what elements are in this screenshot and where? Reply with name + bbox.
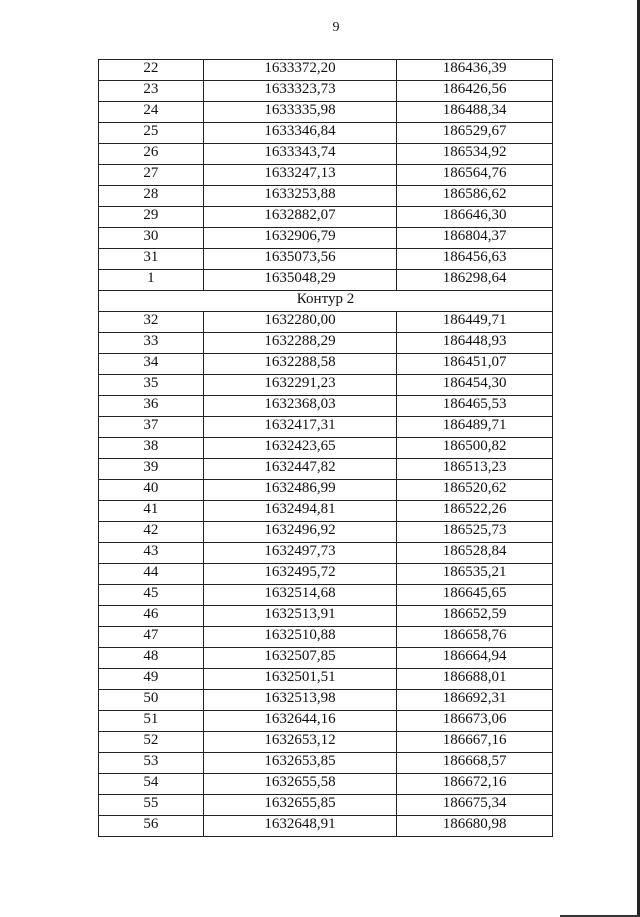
table-row xyxy=(99,459,553,480)
point-number: 47 xyxy=(99,627,204,648)
coordinate-y: 186489,71 xyxy=(397,417,553,438)
table-row xyxy=(99,375,553,396)
coordinate-x: 1632653,12 xyxy=(203,732,397,753)
page-number: 9 xyxy=(332,20,340,35)
table-row xyxy=(99,228,553,249)
coordinate-x: 1632644,16 xyxy=(203,711,397,732)
coordinate-x: 1635073,56 xyxy=(203,249,397,270)
table-row xyxy=(99,732,553,753)
coordinate-y: 186449,71 xyxy=(397,312,553,333)
coordinate-y: 186534,92 xyxy=(397,144,553,165)
coordinate-x: 1632655,85 xyxy=(203,795,397,816)
coordinate-x: 1633343,74 xyxy=(203,144,397,165)
point-number: 34 xyxy=(99,354,204,375)
coordinate-y: 186465,53 xyxy=(397,396,553,417)
table-row xyxy=(99,333,553,354)
table-row xyxy=(99,795,553,816)
coordinate-y: 186520,62 xyxy=(397,480,553,501)
coordinate-y: 186658,76 xyxy=(397,627,553,648)
table-row xyxy=(99,480,553,501)
coordinate-x: 1632655,58 xyxy=(203,774,397,795)
coordinate-y: 186451,07 xyxy=(397,354,553,375)
point-number: 42 xyxy=(99,522,204,543)
coordinate-y: 186448,93 xyxy=(397,333,553,354)
coordinate-y: 186528,84 xyxy=(397,543,553,564)
section-header xyxy=(99,291,553,312)
table-row xyxy=(99,207,553,228)
coordinate-x: 1633323,73 xyxy=(203,81,397,102)
coordinate-x: 1632513,98 xyxy=(203,690,397,711)
point-number: 38 xyxy=(99,438,204,459)
table-row xyxy=(99,648,553,669)
coordinate-x: 1632291,23 xyxy=(203,375,397,396)
coordinate-y: 186488,34 xyxy=(397,102,553,123)
coordinate-x: 1632501,51 xyxy=(203,669,397,690)
coordinate-y: 186454,30 xyxy=(397,375,553,396)
coordinate-y: 186672,16 xyxy=(397,774,553,795)
coordinate-y: 186535,21 xyxy=(397,564,553,585)
table-row xyxy=(99,312,553,333)
point-number: 23 xyxy=(99,81,204,102)
point-number: 56 xyxy=(99,816,204,837)
coordinate-x: 1632510,88 xyxy=(203,627,397,648)
point-number: 35 xyxy=(99,375,204,396)
table-row xyxy=(99,417,553,438)
table-row xyxy=(99,564,553,585)
point-number: 53 xyxy=(99,753,204,774)
coordinate-y: 186667,16 xyxy=(397,732,553,753)
table-row xyxy=(99,753,553,774)
point-number: 48 xyxy=(99,648,204,669)
table-row xyxy=(99,60,553,81)
section-row xyxy=(99,291,553,312)
coordinate-x: 1632280,00 xyxy=(203,312,397,333)
point-number: 55 xyxy=(99,795,204,816)
coordinate-x: 1632514,68 xyxy=(203,585,397,606)
table-row xyxy=(99,774,553,795)
point-number: 44 xyxy=(99,564,204,585)
coordinate-y: 186586,62 xyxy=(397,186,553,207)
coordinate-y: 186436,39 xyxy=(397,60,553,81)
coordinate-x: 1633253,88 xyxy=(203,186,397,207)
coordinate-x: 1633335,98 xyxy=(203,102,397,123)
point-number: 51 xyxy=(99,711,204,732)
coordinate-x: 1635048,29 xyxy=(203,270,397,291)
table-row xyxy=(99,543,553,564)
coordinate-y: 186680,98 xyxy=(397,816,553,837)
coordinate-y: 186298,64 xyxy=(397,270,553,291)
table-row xyxy=(99,249,553,270)
table-row xyxy=(99,501,553,522)
coordinate-y: 186804,37 xyxy=(397,228,553,249)
table-row xyxy=(99,669,553,690)
point-number: 26 xyxy=(99,144,204,165)
table-row xyxy=(99,606,553,627)
coordinate-x: 1633372,20 xyxy=(203,60,397,81)
coordinate-y: 186529,67 xyxy=(397,123,553,144)
point-number: 41 xyxy=(99,501,204,522)
coordinate-x: 1633346,84 xyxy=(203,123,397,144)
point-number: 37 xyxy=(99,417,204,438)
point-number: 40 xyxy=(99,480,204,501)
coordinate-y: 186564,76 xyxy=(397,165,553,186)
coordinate-y: 186652,59 xyxy=(397,606,553,627)
coordinate-y: 186645,65 xyxy=(397,585,553,606)
table-row xyxy=(99,123,553,144)
coordinates-table xyxy=(98,59,553,837)
point-number: 50 xyxy=(99,690,204,711)
coordinate-y: 186675,34 xyxy=(397,795,553,816)
coordinate-x: 1632447,82 xyxy=(203,459,397,480)
table-row xyxy=(99,270,553,291)
point-number: 54 xyxy=(99,774,204,795)
coordinate-x: 1632288,58 xyxy=(203,354,397,375)
coordinate-y: 186668,57 xyxy=(397,753,553,774)
coordinate-x: 1632368,03 xyxy=(203,396,397,417)
coordinate-y: 186426,56 xyxy=(397,81,553,102)
table-row xyxy=(99,522,553,543)
coordinate-x: 1632288,29 xyxy=(203,333,397,354)
coordinate-x: 1632906,79 xyxy=(203,228,397,249)
table-row xyxy=(99,354,553,375)
point-number: 49 xyxy=(99,669,204,690)
point-number: 24 xyxy=(99,102,204,123)
point-number: 30 xyxy=(99,228,204,249)
point-number: 22 xyxy=(99,60,204,81)
table-row xyxy=(99,585,553,606)
point-number: 36 xyxy=(99,396,204,417)
table-row xyxy=(99,396,553,417)
point-number: 32 xyxy=(99,312,204,333)
point-number: 28 xyxy=(99,186,204,207)
coordinate-y: 186456,63 xyxy=(397,249,553,270)
point-number: 39 xyxy=(99,459,204,480)
coordinate-y: 186500,82 xyxy=(397,438,553,459)
point-number: 1 xyxy=(99,270,204,291)
coordinate-x: 1632496,92 xyxy=(203,522,397,543)
coordinate-x: 1632507,85 xyxy=(203,648,397,669)
coordinate-x: 1632653,85 xyxy=(203,753,397,774)
coordinate-x: 1632486,99 xyxy=(203,480,397,501)
coordinate-x: 1632882,07 xyxy=(203,207,397,228)
contour-1-rows xyxy=(99,60,553,291)
table-row xyxy=(99,165,553,186)
coordinate-y: 186692,31 xyxy=(397,690,553,711)
coordinate-y: 186646,30 xyxy=(397,207,553,228)
coordinate-y: 186664,94 xyxy=(397,648,553,669)
coordinate-x: 1632423,65 xyxy=(203,438,397,459)
coordinate-x: 1632497,73 xyxy=(203,543,397,564)
point-number: 43 xyxy=(99,543,204,564)
point-number: 29 xyxy=(99,207,204,228)
coordinate-x: 1632494,81 xyxy=(203,501,397,522)
point-number: 46 xyxy=(99,606,204,627)
coordinate-y: 186673,06 xyxy=(397,711,553,732)
coordinate-y: 186522,26 xyxy=(397,501,553,522)
point-number: 27 xyxy=(99,165,204,186)
table-row xyxy=(99,186,553,207)
section-title: Контур 2 xyxy=(99,291,553,312)
coordinate-y: 186525,73 xyxy=(397,522,553,543)
coordinate-y: 186513,23 xyxy=(397,459,553,480)
table-row xyxy=(99,102,553,123)
coordinate-x: 1632417,31 xyxy=(203,417,397,438)
table-row xyxy=(99,627,553,648)
point-number: 33 xyxy=(99,333,204,354)
table-row xyxy=(99,144,553,165)
coordinate-x: 1632648,91 xyxy=(203,816,397,837)
coordinate-x: 1632513,91 xyxy=(203,606,397,627)
table-row xyxy=(99,816,553,837)
coordinate-x: 1633247,13 xyxy=(203,165,397,186)
point-number: 25 xyxy=(99,123,204,144)
table-row xyxy=(99,690,553,711)
coordinate-y: 186688,01 xyxy=(397,669,553,690)
table-row xyxy=(99,438,553,459)
table-row xyxy=(99,711,553,732)
contour-2-rows xyxy=(99,312,553,837)
point-number: 31 xyxy=(99,249,204,270)
point-number: 45 xyxy=(99,585,204,606)
coordinate-x: 1632495,72 xyxy=(203,564,397,585)
point-number: 52 xyxy=(99,732,204,753)
table-row xyxy=(99,81,553,102)
